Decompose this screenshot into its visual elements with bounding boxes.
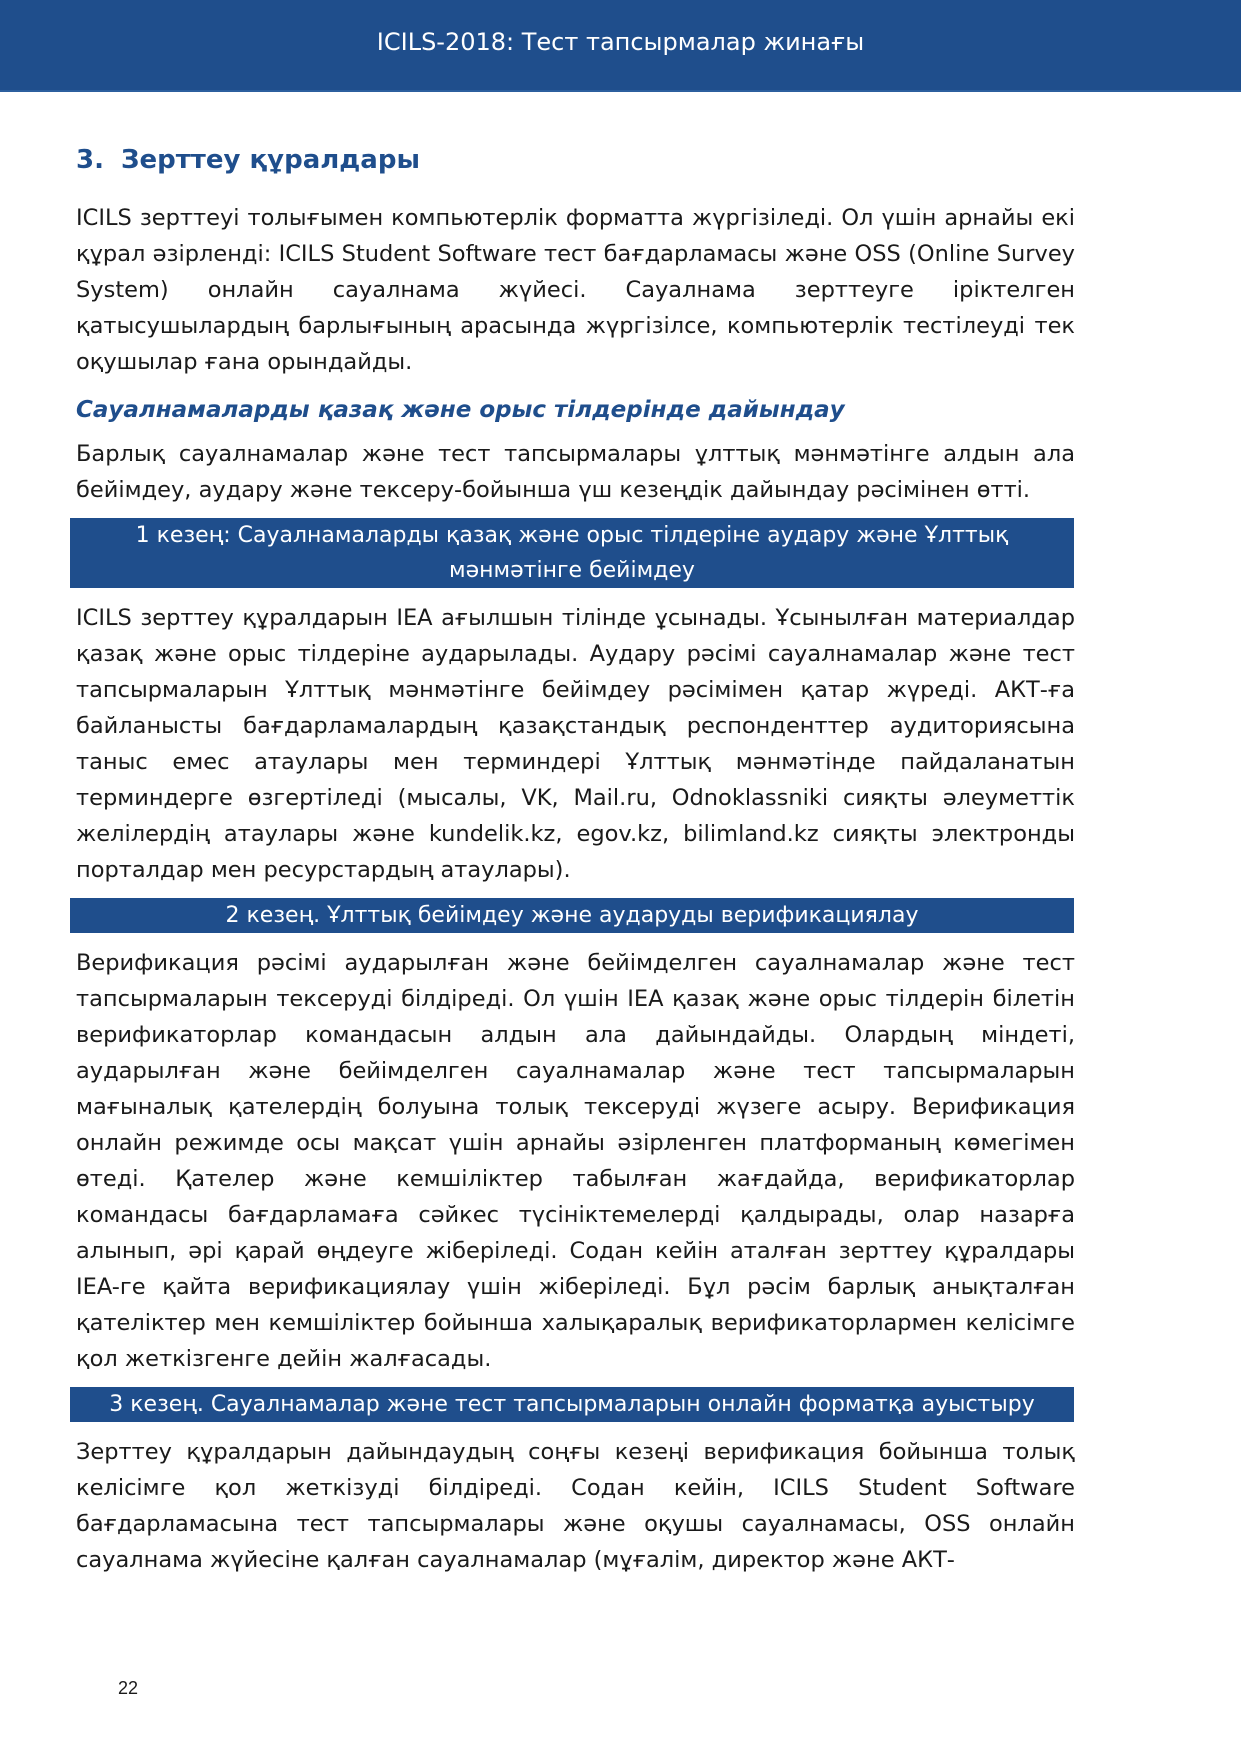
stage-2-paragraph: Верификация рәсімі аударылған және бейімделген сауалнамалар және тест тапсырмаларын тексеруді білдіреді. Ол үшін IEA қазақ және орыс тілдерін білетін верификаторлар командасын алдын ала дайындайды. Олардың міндеті, аударылған және бейімделген сауалнамалар және тест тапсырмаларын мағыналық қателердің болуына толық тексеруді жүзеге асыру. Верификация онлайн режимде осы мақсат үшін арнайы әзірленген платформаның көмегімен өтеді. Қателер және кемшіліктер табылған жағдайда, верификаторлар командасы бағдарламаға сәйкес түсініктемелерді қалдырады, олар назарға алынып, әрі қарай өңдеуге жіберіледі. Содан кейін аталған зерттеу құралдары IEA-ге қайта верификациялау үшін жіберіледі. Бұл рәсім барлық анықталған қателіктер мен кемшіліктер бойынша халықаралық верификаторлармен келісімге қол жеткізгенге дейін жалғасады. xyxy=(76,950,1075,1372)
document-title: ICILS-2018: Тест тапсырмалар жинағы xyxy=(376,28,865,56)
stage-2-banner: 2 кезең. Ұлттық бейімдеу және аударуды верификациялау xyxy=(70,898,1074,933)
stage-3-banner: 3 кезең. Сауалнамалар және тест тапсырмаларын онлайн форматқа ауыстыру xyxy=(70,1387,1074,1422)
section-heading xyxy=(76,140,1075,180)
page-content xyxy=(76,140,1075,1578)
section-number: 3. xyxy=(76,145,104,175)
intro-paragraph: ICILS зерттеуі толығымен компьютерлік форматта жүргізіледі. Ол үшін арнайы екі құрал әзірленді: ICILS Student Software тест бағдарламасы және OSS (Online Survey System) онлайн сауалнама жүйесі. Сауалнама зерттеуге іріктелген қатысушылардың барлығының арасында жүргізілсе, компьютерлік тестілеуді тек оқушылар ғана орындайды. xyxy=(76,205,1075,375)
subheading: Сауалнамаларды қазақ және орыс тілдерінде дайындау xyxy=(76,397,845,423)
prep-paragraph: Барлық сауалнамалар және тест тапсырмалары ұлттық мәнмәтінге алдын ала бейімдеу, аудару және тексеру-бойынша үш кезеңдік дайындау рәсімінен өтті. xyxy=(76,441,1075,503)
stage-3-paragraph: Зерттеу құралдарын дайындаудың соңғы кезеңі верификация бойынша толық келісімге қол жеткізуді білдіреді. Содан кейін, ICILS Student Software бағдарламасына тест тапсырмалары және оқушы сауалнамасы, OSS онлайн сауалнама жүйесіне қалған сауалнамалар (мұғалім, директор және АКТ- xyxy=(76,1439,1075,1573)
page-header xyxy=(0,0,1241,92)
page-number: 22 xyxy=(118,1678,139,1698)
stage-1-banner: 1 кезең: Сауалнамаларды қазақ және орыс тілдеріне аудару және Ұлттық мәнмәтінге бейімдеу xyxy=(70,518,1074,588)
section-title: Зерттеу құралдары xyxy=(121,145,420,175)
stage-1-paragraph: ICILS зерттеу құралдарын IEA ағылшын тілінде ұсынады. Ұсынылған материалдар қазақ және орыс тілдеріне аударылады. Аудару рәсімі сауалнамалар және тест тапсырмаларын Ұлттық мәнмәтінге бейімдеу рәсімімен қатар жүреді. АКТ-ға байланысты бағдарламалардың қазақстандық респонденттер аудиториясына таныс емес атаулары мен терминдері Ұлттық мәнмәтінде пайдаланатын терминдерге өзгертіледі (мысалы, VK, Mail.ru, Odnoklassniki сияқты әлеуметтік желілердің атаулары және kundelik.kz, egov.kz, bilimland.kz сияқты электронды порталдар мен ресурстардың атаулары). xyxy=(76,605,1075,883)
